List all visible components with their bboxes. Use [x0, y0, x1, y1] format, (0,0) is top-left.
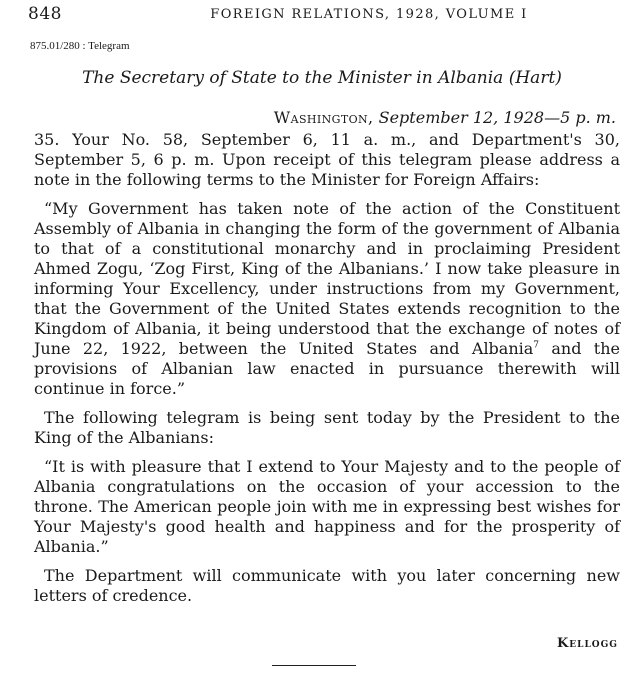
paragraph-president-telegram: “It is with pleasure that I extend to Your Majesty and to the people of Albania congratulations on the occasion of your accession to the throne. The American people join with me in expressing best wishes for Your Majesty's good health and happiness and for the prosperity of Albania.” [34, 457, 620, 556]
note-text-part-2: and the provisions of Albanian law enacted in pursuance therewith will continue in force.” [34, 339, 620, 398]
paragraph-note-text [34, 199, 620, 399]
page-header [28, 4, 620, 28]
dateline-place: Washington, [273, 108, 374, 127]
section-end-rule [272, 665, 356, 666]
footnote-marker: 7 [533, 340, 540, 351]
running-head: FOREIGN RELATIONS, 1928, VOLUME I [210, 7, 528, 22]
dateline [274, 108, 616, 127]
page-number: 848 [28, 4, 62, 24]
document-body [34, 130, 620, 615]
paragraph-credence: The Department will communicate with you later concerning new letters of credence. [34, 566, 620, 605]
file-reference: 875.01/280 : Telegram [30, 40, 130, 52]
document-heading: The Secretary of State to the Minister in Albania (Hart) [82, 68, 562, 88]
dateline-date: September 12, 1928—5 p. m. [378, 108, 616, 127]
paragraph-telegram-intro: The following telegram is being sent today by the President to the King of the Albanians: [34, 408, 620, 447]
signature: Kellogg [556, 636, 618, 651]
paragraph-instructions: 35. Your No. 58, September 6, 11 a. m., and Department's 30, September 5, 6 p. m. Upon receipt of this telegram please address a note in the following terms to the Minister for Foreign Affairs: [34, 130, 620, 189]
note-text-part-1: “My Government has taken note of the action of the Constituent Assembly of Albania in changing the form of the government of Albania to that of a constitutional monarchy and in proclaiming President Ahmed Zogu, ‘Zog First, King of the Albanians.’ I now take pleasure in informing Your Excellency, under instructions from my Government, that the Government of the United States extends recognition to the Kingdom of Albania, it being understood that the exchange of notes of June 22, 1922, between the United States and Albania [34, 199, 620, 358]
